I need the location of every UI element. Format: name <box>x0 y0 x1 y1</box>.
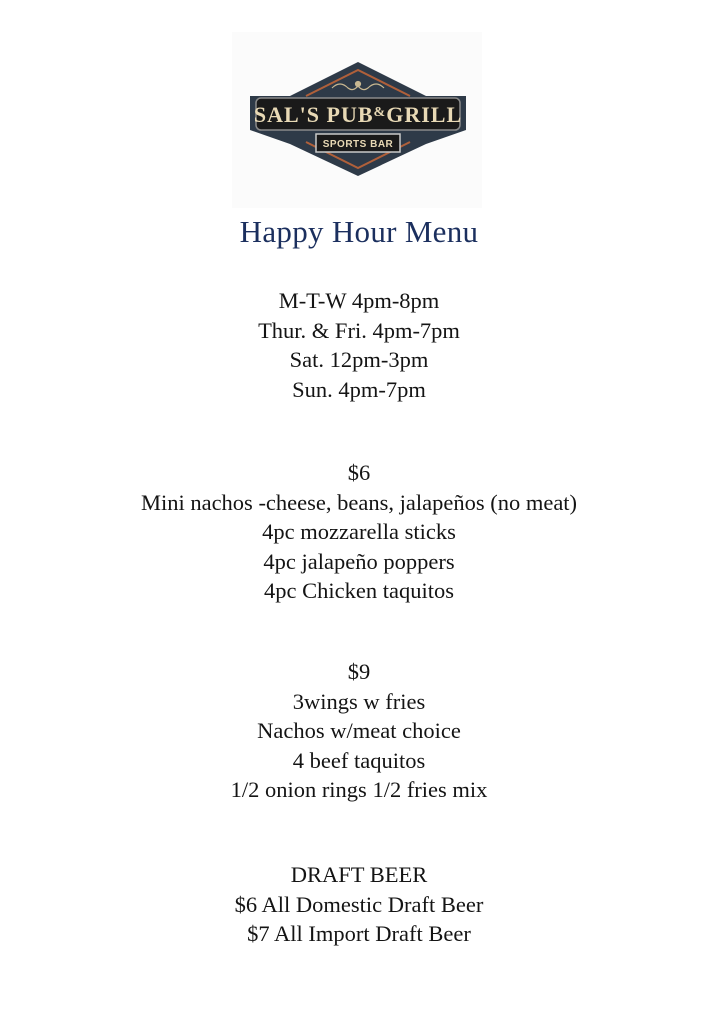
sals-pub-grill-logo <box>246 60 470 178</box>
page-title: Happy Hour Menu <box>239 214 479 249</box>
menu-item: 1/2 onion rings 1/2 fries mix <box>230 777 488 803</box>
hours-line: Sat. 12pm-3pm <box>289 347 429 373</box>
section-9-dollar <box>0 657 718 805</box>
section-heading: $9 <box>347 659 371 684</box>
section-6-dollar <box>0 458 718 606</box>
hours-line: Thur. & Fri. 4pm-7pm <box>258 317 460 343</box>
logo-container <box>232 32 482 208</box>
menu-item: Mini nachos -cheese, beans, jalapeños (no meat) <box>140 489 578 515</box>
menu-item: 4 beef taquitos <box>292 747 426 773</box>
menu-item: $7 All Import Draft Beer <box>247 921 471 947</box>
menu-item: 3wings w fries <box>292 688 426 714</box>
svg-text:SPORTS BAR: SPORTS BAR <box>322 139 394 150</box>
menu-item: $6 All Domestic Draft Beer <box>234 891 484 917</box>
hours-line: Sun. 4pm-7pm <box>292 376 426 402</box>
menu-item: Nachos w/meat choice <box>257 718 461 744</box>
menu-item: 4pc jalapeño poppers <box>263 548 455 574</box>
happy-hour-schedule <box>0 286 718 404</box>
menu-item: 4pc mozzarella sticks <box>262 519 456 545</box>
menu-item: 4pc Chicken taquitos <box>264 578 454 604</box>
section-draft-beer <box>0 860 718 949</box>
hours-line: M-T-W 4pm-8pm <box>278 288 440 313</box>
svg-text:SAL'S PUB&GRILL: SAL'S PUB&GRILL <box>253 102 463 127</box>
section-heading: DRAFT BEER <box>290 862 428 887</box>
section-heading: $6 <box>347 460 371 485</box>
